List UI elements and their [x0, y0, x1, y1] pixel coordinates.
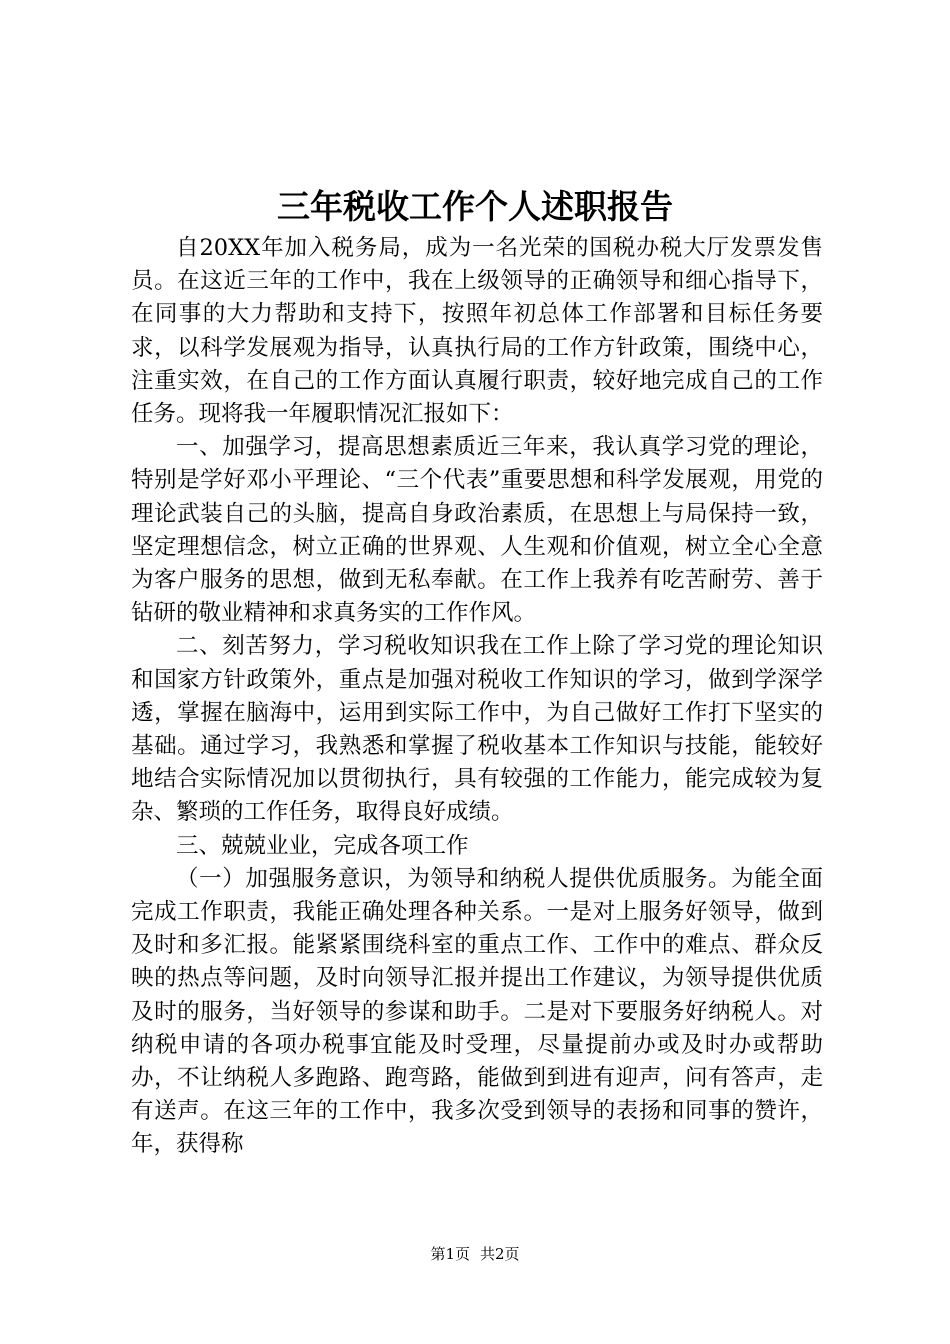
paragraph-section-1: 一、加强学习，提高思想素质近三年来，我认真学习党的理论，特别是学好邓小平理论、“三个代表”重要思想和科学发展观，用党的理论武装自己的头脑，提高自身政治素质，在思想上与局保持一致，坚定理想信念，树立正确的世界观、人生观和价值观，树立全心全意为客户服务的思想，做到无私奉献。在工作上我养有吃苦耐劳、善于钻研的敬业精神和求真务实的工作作风。	[131, 434, 823, 627]
document-title: 三年税收工作个人述职报告	[277, 187, 673, 226]
page-total: 共2页	[480, 1245, 520, 1263]
paragraph-intro: 自20XX年加入税务局，成为一名光荣的国税办税大厅发票发售员。在这近三年的工作中，我在上级领导的正确领导和细心指导下，在同事的大力帮助和支持下，按照年初总体工作部署和目标任务要求，以科学发展观为指导，认真执行局的工作方针政策，围绕中心，注重实效，在自己的工作方面认真履行职责，较好地完成自己的工作任务。现将我一年履职情况汇报如下：	[131, 235, 823, 428]
paragraph-section-2: 二、刻苦努力，学习税收知识我在工作上除了学习党的理论知识和国家方针政策外，重点是加强对税收工作知识的学习，做到学深学透，掌握在脑海中，运用到实际工作中，为自己做好工作打下坚实的基础。通过学习，我熟悉和掌握了税收基本工作知识与技能，能较好地结合实际情况加以贯彻执行，具有较强的工作能力，能完成较为复杂、繁琐的工作任务，取得良好成绩。	[131, 633, 823, 826]
paragraph-section-3-heading: 三、兢兢业业，完成各项工作	[176, 832, 469, 859]
page-number: 第1页	[430, 1245, 470, 1263]
page-footer	[0, 1243, 950, 1265]
paragraph-section-3-1: （一）加强服务意识，为领导和纳税人提供优质服务。为能全面完成工作职责，我能正确处理各种关系。一是对上服务好领导，做到及时和多汇报。能紧紧围绕科室的重点工作、工作中的难点、群众反映的热点等问题，及时向领导汇报并提出工作建议，为领导提供优质及时的服务，当好领导的参谋和助手。二是对下要服务好纳税人。对纳税申请的各项办税事宜能及时受理，尽量提前办或及时办或帮助办，不让纳税人多跑路、跑弯路，能做到到进有迎声，问有答声，走有送声。在这三年的工作中，我多次受到领导的表扬和同事的赞许，年，获得称	[131, 865, 823, 1158]
document-body	[131, 232, 823, 1162]
